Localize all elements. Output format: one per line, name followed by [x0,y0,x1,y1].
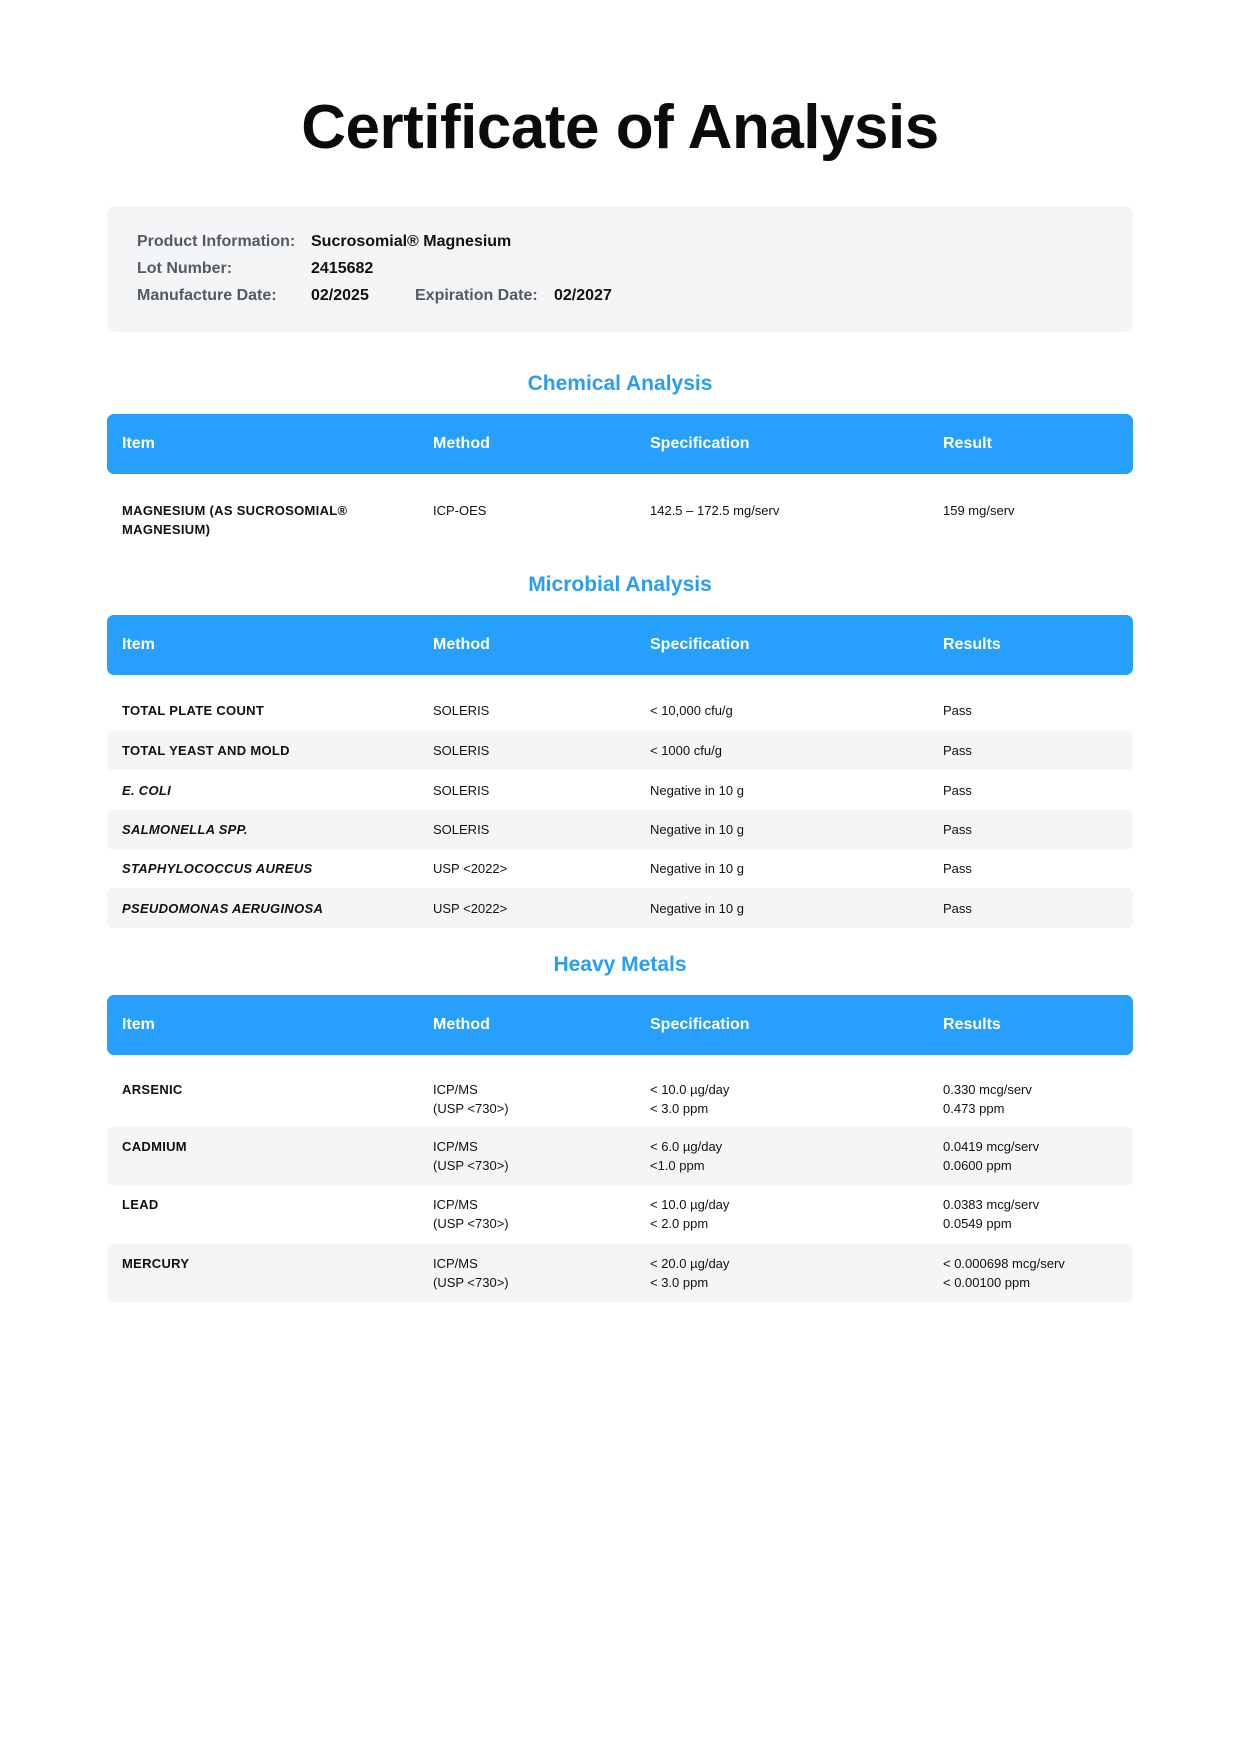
result-cell: Pass [943,783,972,798]
header-results: Results [943,636,1001,653]
method-cell: USP <2022> [433,901,508,916]
header-specification: Specification [650,435,750,452]
header-method: Method [433,636,490,653]
method-cell: ICP/MS (USP <730>) [433,1139,509,1173]
method-cell: SOLERIS [433,822,490,837]
spec-cell: Negative in 10 g [650,901,744,916]
item-cell: TOTAL YEAST AND MOLD [122,743,290,758]
spec-cell: Negative in 10 g [650,822,744,837]
chemical-table-header [107,414,1133,474]
dates-row [137,284,612,308]
item-cell: MAGNESIUM (AS SUCROSOMIAL® MAGNESIUM) [122,503,348,537]
result-cell: 0.330 mcg/serv 0.473 ppm [943,1082,1032,1116]
table-row [107,810,1133,849]
table-row [107,849,1133,888]
result-cell: 159 mg/serv [943,503,1015,518]
result-cell: Pass [943,743,972,758]
spec-cell: < 10.0 µg/day < 2.0 ppm [650,1197,730,1231]
product-row [137,230,511,254]
lot-label: Lot Number: [137,260,233,277]
expiration-date-label: Expiration Date: [415,287,538,304]
table-row [107,1127,1133,1185]
result-cell: < 0.000698 mcg/serv < 0.00100 ppm [943,1256,1065,1290]
page-title: Certificate of Analysis [301,93,939,162]
lot-value: 2415682 [311,260,374,277]
table-row [107,691,1133,730]
spec-cell: Negative in 10 g [650,783,744,798]
item-cell: PSEUDOMONAS AERUGINOSA [122,901,324,916]
method-cell: SOLERIS [433,743,490,758]
header-item: Item [122,1016,155,1033]
microbial-analysis-title: Microbial Analysis [528,573,712,596]
header-specification: Specification [650,636,750,653]
item-cell: MERCURY [122,1256,190,1271]
item-cell: CADMIUM [122,1139,187,1154]
spec-cell: < 10,000 cfu/g [650,703,733,718]
method-cell: ICP/MS (USP <730>) [433,1197,509,1231]
method-cell: SOLERIS [433,703,490,718]
item-cell: E. COLI [122,783,172,798]
expiration-date-value: 02/2027 [554,287,612,304]
table-row [107,771,1133,810]
header-specification: Specification [650,1016,750,1033]
header-result: Result [943,435,992,452]
result-cell: Pass [943,901,972,916]
result-cell: Pass [943,822,972,837]
header-method: Method [433,435,490,452]
spec-cell: < 10.0 µg/day < 3.0 ppm [650,1082,730,1116]
item-cell: ARSENIC [122,1082,183,1097]
product-info-box [107,206,1133,332]
header-method: Method [433,1016,490,1033]
result-cell: 0.0383 mcg/serv 0.0549 ppm [943,1197,1040,1231]
table-row [107,1244,1133,1302]
spec-cell: < 20.0 µg/day < 3.0 ppm [650,1256,730,1290]
chemical-analysis-title: Chemical Analysis [527,372,713,395]
microbial-table-header [107,615,1133,675]
item-cell: SALMONELLA SPP. [122,822,248,837]
spec-cell: Negative in 10 g [650,861,744,876]
result-cell: Pass [943,861,972,876]
manufacture-date-label: Manufacture Date: [137,287,277,304]
method-cell: ICP/MS (USP <730>) [433,1256,509,1290]
heavy-metals-table-header [107,995,1133,1055]
spec-cell: 142.5 – 172.5 mg/serv [650,503,780,518]
result-cell: Pass [943,703,972,718]
table-row [107,494,1133,544]
method-cell: ICP-OES [433,503,487,518]
table-row [107,888,1133,928]
header-item: Item [122,435,155,452]
header-results: Results [943,1016,1001,1033]
heavy-metals-title: Heavy Metals [553,953,687,976]
spec-cell: < 6.0 µg/day <1.0 ppm [650,1139,723,1173]
table-row [107,1185,1133,1243]
product-label: Product Information: [137,233,296,250]
item-cell: STAPHYLOCOCCUS AUREUS [122,861,313,876]
spec-cell: < 1000 cfu/g [650,743,722,758]
method-cell: ICP/MS (USP <730>) [433,1082,509,1116]
lot-row [137,257,373,281]
result-cell: 0.0419 mcg/serv 0.0600 ppm [943,1139,1040,1173]
product-value: Sucrosomial® Magnesium [311,233,512,250]
header-item: Item [122,636,155,653]
method-cell: SOLERIS [433,783,490,798]
table-row [107,731,1133,770]
table-row [107,1070,1133,1128]
method-cell: USP <2022> [433,861,508,876]
manufacture-date-value: 02/2025 [311,287,369,304]
item-cell: LEAD [122,1197,159,1212]
item-cell: TOTAL PLATE COUNT [122,703,265,718]
